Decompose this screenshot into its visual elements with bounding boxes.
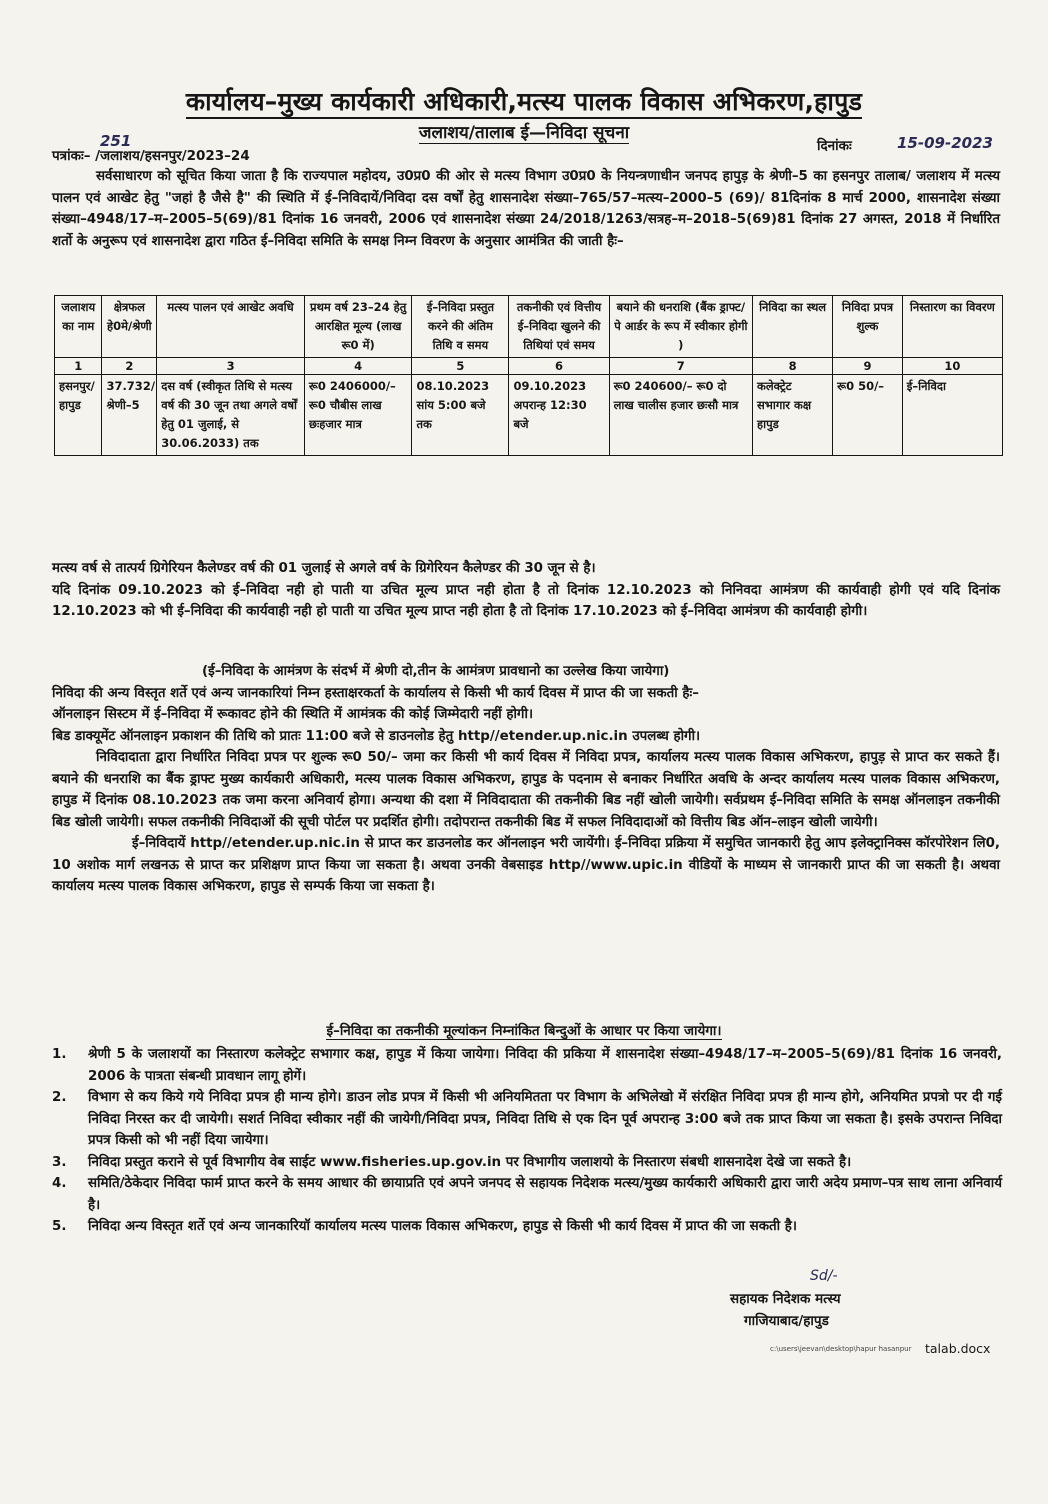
col-number: 10 — [902, 358, 1002, 375]
col-number: 1 — [55, 358, 102, 375]
col-number: 4 — [304, 358, 412, 375]
table-row — [55, 375, 1003, 456]
signatory-location: गाजियाबाद/हापुड — [744, 1313, 829, 1329]
evaluation-points — [52, 1044, 1002, 1238]
file-path: c:\users\jeevan\desktop\hapur hasanpur — [770, 1345, 912, 1353]
list-item: 3. निविदा प्रस्तुत कराने से पूर्व विभागीय वेब साईट www.fisheries.up.gov.in पर विभागीय जलाशयो के निस्तारण संबधी शासनादेश देखे जा सकते है। — [52, 1154, 852, 1170]
category-note: (ई–निविदा के आमंत्रण के संदर्भ में श्रेणी दो,तीन के आमंत्रण प्रावधानो का उल्लेख किया जायेगा) — [202, 664, 670, 679]
signature-block — [730, 1288, 1000, 1332]
table-cell: रू0 50/– — [833, 375, 903, 456]
fishery-year-note — [52, 558, 1000, 623]
list-item: 5. निविदा अन्य विस्तृत शर्ते एवं अन्य जानकारियॉ कार्यालय मत्स्य पालक विकास अभिकरण, हापुड से किसी भी कार्य दिवस में प्राप्त की जा सकती है। — [52, 1219, 797, 1234]
table-cell: रू0 2406000/– रू0 चौबीस लाख छःहजार मात्र — [304, 375, 412, 456]
handwritten-ref: 251 — [100, 132, 132, 150]
col-header: निस्तारण का विवरण — [902, 296, 1002, 358]
bid-download-line: बिड डाक्यूमेंट ऑनलाइन प्रकाशन की तिथि को प्रातः 11:00 बजे से डाउनलोड हेतु http//etender.up.nic.in उपलब्ध होगी। — [52, 728, 701, 744]
terms-availability: निविदा की अन्य विस्तृत शर्ते एवं अन्य जानकारियां निम्न हस्ताक्षरकर्ता के कार्यालय से किसी भी कार्य दिवस में प्राप्त की जा सकती हैः– — [52, 685, 699, 701]
office-title: कार्यालय–मुख्य कार्यकारी अधिकारी,मत्स्य पालक विकास अभिकरण,हापुड — [0, 84, 1048, 118]
table-cell: कलेक्ट्रेट सभागार कक्ष हापुड — [753, 375, 833, 456]
table-number-row — [55, 358, 1003, 375]
fishery-year-line: मत्स्य वर्ष से तात्पर्य ग्रिगेरियन कैलेण्डर वर्ष की 01 जुलाई से अगले वर्ष के ग्रिगेरियन कैलेण्डर की 30 जून से है। — [52, 561, 596, 576]
col-number: 5 — [412, 358, 509, 375]
tender-table — [54, 295, 1003, 456]
list-item: 2. विभाग से कय किये गये निविदा प्रपत्र ही मान्य होगे। डाउन लोड प्रपत्र में किसी भी अनियमितता पर विभाग के अभिलेखो में संरक्षित निविदा प्रपत्र ही मान्य होगे, अनियमित प्रपत्रो पर दी गई निविदा निरस्त कर दी जायेगी। सशर्त निविदा स्वीकार नहीं की जायेगी/निविदा प्रपत्र, निविदा तिथि से एक दिन पूर्व अपरान्ह 3:00 बजे तक प्राप्त किया जा सकता है। इसके उपरान्त निविदा प्रपत्र किसी को भी नहीं दिया जायेगा। — [52, 1090, 1002, 1148]
table-cell: 09.10.2023 अपरान्ह 12:30 बजे — [509, 375, 609, 456]
col-number: 2 — [102, 358, 157, 375]
online-disclaimer: ऑनलाइन सिस्टम में ई–निविदा में रूकावट होने की स्थिति में आमंत्रक की कोई जिम्मेदारी नहीं होगी। — [52, 707, 534, 722]
retender-dates-line: यदि दिनांक 09.10.2023 को ई–निविदा नही हो पाती या उचित मूल्य प्राप्त नही होता है तो दिनांक 12.10.2023 को निनिवदा आमंत्रण की कार्यवाही होगी एवं यदि दिनांक 12.10.2023 को भी ई–निविदा की कार्यवाही नही हो पाती या उचित मूल्य प्राप्त नही होता है तो दिनांक 17.10.2023 को ई–निविदा आमंत्रण की कार्यवाही होगी। — [52, 582, 1000, 619]
table-cell: 08.10.2023 सांय 5:00 बजे तक — [412, 375, 509, 456]
table-cell: हसनपुर/ हापुड — [55, 375, 102, 456]
signature-initials: Sd/- — [810, 1268, 838, 1284]
col-header: ई–निविदा प्रस्तुत करने की अंतिम तिथि व समय — [412, 296, 509, 358]
col-number: 3 — [157, 358, 305, 375]
reference-number: पत्रांकः– /जलाशय/हसनपुर/2023–24 — [52, 148, 250, 164]
col-header: तकनीकी एवं वित्तीय ई–निविदा खुलने की तिथियां एवं समय — [509, 296, 609, 358]
col-header: बयाने की धनराशि (बैंक ड्राफ्ट/पे आर्डर के रूप में स्वीकार होगी ) — [609, 296, 752, 358]
table-cell: 37.732/ श्रेणी–5 — [102, 375, 157, 456]
notice-subtitle: जलाशय/तालाब ई—निविदा सूचना — [418, 123, 630, 143]
list-item: 1. श्रेणी 5 के जलाशयों का निस्तारण कलेक्ट्रेट सभागार कक्ष, हापुड में किया जायेगा। निविदा की प्रकिया में शासनादेश संख्या–4948/17–म–2005–5(69)/81 दिनांक 16 जनवरी, 2006 के पात्रता संबन्धी प्रावधान लागू होगें। — [52, 1047, 1002, 1084]
col-header: निविदा का स्थल — [753, 296, 833, 358]
list-item: 4. समिति/ठेकेदार निविदा फार्म प्राप्त करने के समय आधार की छायाप्रति एवं अपने जनपद से सहायक निदेशक मत्स्य/मुख्य कार्यकारी अधिकारी द्वारा जारी अदेय प्रमाण–पत्र साथ लाना अनिवार्य है। — [52, 1176, 1002, 1213]
handwritten-date: 15-09-2023 — [897, 134, 993, 152]
table-header-row — [55, 296, 1003, 358]
col-header: प्रथम वर्ष 23–24 हेतु आरक्षित मूल्य (लाख रू0 में) — [304, 296, 412, 358]
table-cell: ई–निविदा — [902, 375, 1002, 456]
evaluation-heading: ई–निविदा का तकनीकी मूल्यांकन निम्नांकित बिन्दुओं के आधार पर किया जायेगा। — [326, 1023, 722, 1039]
col-header: जलाशय का नाम — [55, 296, 102, 358]
file-name: talab.docx — [925, 1341, 991, 1356]
intro-paragraph: सर्वसाधारण को सूचित किया जाता है कि राज्यपाल महोदय, उ0प्र0 की ओर से मत्स्य विभाग उ0प्र0 के नियन्त्रणाधीन जनपद हापुड़ के श्रेणी–5 का हसनपुर तालाब/ जलाशय में मत्स्य पालन एवं आखेट हेतु "जहां है जैसे है" की स्थिति में ई–निविदायें/निविदा दस वर्षों हेतु शासनादेश संख्या–765/57–मत्स्य–2000–5 (69)/ 81दिनांक 8 मार्च 2000, शासनादेश संख्या संख्या–4948/17–म–2005–5(69)/81 दिनांक 16 जनवरी, 2006 एवं शासनादेश संख्या 24/2018/1263/सत्रह–म–2018–5(69)81 दिनांक 27 अगस्त, 2018 में निर्धारित शर्तो के अनुरूप एवं शासनादेश द्वारा गठित ई–निविदा समिति के समक्ष निम्न विवरण के अनुसार आमंत्रित की जाती हैः– — [52, 169, 1000, 249]
table-cell: रू0 240600/– रू0 दो लाख चालीस हजार छःसौ मात्र — [609, 375, 752, 456]
terms-block — [52, 661, 1000, 898]
col-number: 9 — [833, 358, 903, 375]
signatory-designation: सहायक निदेशक मत्स्य — [730, 1291, 841, 1307]
col-number: 7 — [609, 358, 752, 375]
date-label: दिनांकः — [817, 138, 852, 154]
table-cell: दस वर्ष (स्वीकृत तिथि से मत्स्य वर्ष की 30 जून तथा अगले वर्षों हेतु 01 जुलाई, से 30.06.2033) तक — [157, 375, 305, 456]
etender-help-paragraph: ई–निविदायें http//etender.up.nic.in से प्राप्त कर डाउनलोड कर ऑनलाइन भरी जायेंगी। ई–निविदा प्रक्रिया में समुचित जानकारी हेतु आप इलेक्ट्रानिक्स कॉरपोरेशन लि0, 10 अशोक मार्ग लखनऊ से प्राप्त कर प्रशिक्षण प्राप्त किया जा सकता है। अथवा उनकी वेबसाइड http//www.upic.in वीडियों के माध्यम से जानकारी प्राप्त की जा सकती है। अथवा कार्यालय मत्स्य पालक विकास अभिकरण, हापुड से सम्पर्क किया जा सकता है। — [52, 836, 1000, 894]
col-number: 6 — [509, 358, 609, 375]
tender-fee-paragraph: निविदादाता द्वारा निर्धारित निविदा प्रपत्र पर शुल्क रू0 50/– जमा कर किसी भी कार्य दिवस में निविदा प्रपत्र, कार्यालय मत्स्य पालक विकास अभिकरण, हापुड़ से प्राप्त कर सकते हैं। बयाने की धनराशि का बैंक ड्राफ्ट मुख्य कार्यकारी अधिकारी, मत्स्य पालक विकास अभिकरण, हापुड के पदनाम से बनाकर निर्धारित अवधि के अन्दर कार्यालय मत्स्य पालक विकास अभिकरण, हापुड में दिनांक 08.10.2023 तक जमा करना अनिवार्य होगा। अन्यथा की दशा में निविदादाता की तकनीकी बिड नहीं खोली जायेगी। सर्वप्रथम ई–निविदा समिति के समक्ष ऑनलाइन तकनीकी बिड खोली जायेगी। सफल तकनीकी निविदाओं की सूची पोर्टल पर प्रदर्शित होगी। तदोपरान्त तकनीकी बिड में सफल निविदादाओं को वित्तीय बिड ऑन–लाइन खोली जायेगी। — [52, 750, 1000, 830]
col-number: 8 — [753, 358, 833, 375]
col-header: क्षेत्रफल हे0मे/श्रेणी — [102, 296, 157, 358]
col-header: मत्स्य पालन एवं आखेट अवधि — [157, 296, 305, 358]
col-header: निविदा प्रपत्र शुल्क — [833, 296, 903, 358]
